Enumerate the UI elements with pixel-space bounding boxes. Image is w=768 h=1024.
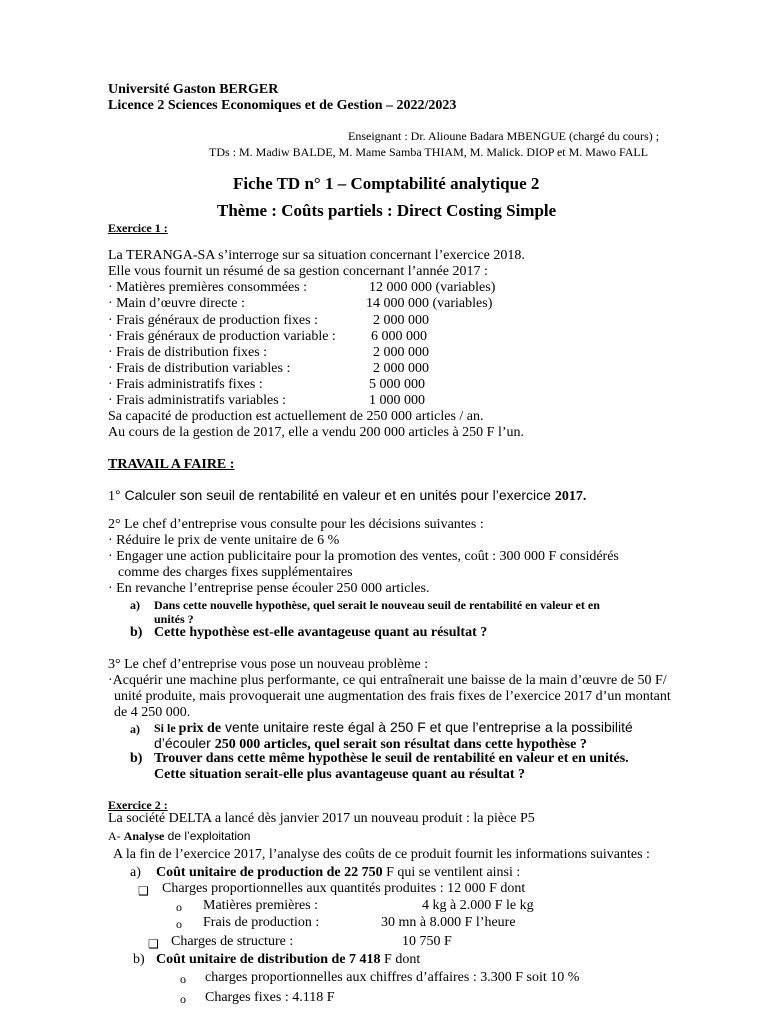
university-name: Université Gaston BERGER xyxy=(108,82,279,97)
ex2-raw-materials-label: Matières premières : xyxy=(203,898,319,913)
circle-bullet-icon: o xyxy=(176,900,182,914)
checkbox-bullet-icon: ❑ xyxy=(148,937,159,951)
ex1-intro-2: Elle vous fournit un résumé de sa gestion concernant l’année 2017 : xyxy=(108,264,488,279)
question-3-intro: 3° Le chef d’entreprise vous pose un nouveau problème : xyxy=(108,657,429,672)
ex2-b-bold: Coût unitaire de distribution de 7 418 xyxy=(156,952,381,967)
cost-item-label: · Frais administratifs variables : xyxy=(108,393,287,408)
exercise-1-heading: Exercice 1 : xyxy=(108,221,168,235)
ex2-production-costs-value: 30 mn à 8.000 F l’heure xyxy=(381,915,516,930)
ex2-production-costs-label: Frais de production : xyxy=(203,915,320,930)
circle-bullet-icon: o xyxy=(180,992,186,1006)
cost-item-label: · Frais de distribution variables : xyxy=(108,361,291,376)
cost-item-label: · Frais généraux de production fixes : xyxy=(108,313,318,328)
question-2a-label: a) xyxy=(130,598,140,612)
cost-item-label: · Frais administratifs fixes : xyxy=(108,377,263,392)
ex2-section-a-bold: Analyse xyxy=(123,829,165,843)
exercise-2-heading: Exercice 2 : xyxy=(108,798,168,812)
question-2-bullet-cont: comme des charges fixes supplémentaires xyxy=(118,565,353,580)
page-title: Fiche TD n° 1 – Comptabilité analytique 2 xyxy=(233,174,540,193)
cost-item-value: 2 000 000 xyxy=(373,361,429,376)
question-3-line: unité produite, mais provoquerait une augmentation des frais fixes de l’exercice 2017 d’un montant xyxy=(114,689,671,704)
question-3b-text-cont: Cette situation serait-elle plus avantageuse quant au résultat ? xyxy=(154,767,525,782)
cost-item-value: 2 000 000 xyxy=(373,345,429,360)
ex2-section-a-rest: de l’exploitation xyxy=(164,829,251,843)
question-3a-label: a) xyxy=(130,722,140,736)
page-theme: Thème : Coûts partiels : Direct Costing Simple xyxy=(217,201,557,220)
cost-item-label: · Frais généraux de production variable : xyxy=(108,329,336,344)
ex2-proportional-charges: Charges proportionnelles aux quantités produites : 12 000 F dont xyxy=(162,881,526,896)
question-2-bullet: · En revanche l’entreprise pense écouler 250 000 articles. xyxy=(108,581,430,596)
question-2-intro: 2° Le chef d’entreprise vous consulte pour les décisions suivantes : xyxy=(108,517,484,532)
question-2-bullet: · Engager une action publicitaire pour la promotion des ventes, coût : 300 000 F considérés xyxy=(108,549,619,564)
question-1-text: ° Calculer son seuil de rentabilité en valeur et en unités pour l’exercice xyxy=(115,487,555,503)
ex2-a-text xyxy=(156,865,520,881)
ex2-a-bold: Coût unitaire de production de 22 750 xyxy=(156,865,383,880)
ex2-structure-charges-label: Charges de structure : xyxy=(171,934,294,949)
ex2-b-text xyxy=(156,952,420,968)
ex2-section-a xyxy=(108,828,250,845)
ex2-b-label: b) xyxy=(133,952,145,967)
ex2-analysis: A la fin de l’exercice 2017, l’analyse des coûts de ce produit fournit les informations suivantes : xyxy=(113,847,650,862)
td-staff-line: TDs : M. Madiw BALDE, M. Mame Samba THIAM, M. Malick. DIOP et M. Mawo FALL xyxy=(209,145,649,159)
question-3a-sans: vente unitaire reste égal à 250 F et que l’entreprise a la possibilité xyxy=(221,719,633,735)
question-3a-pre: Si le xyxy=(154,721,179,735)
question-2a-text: Dans cette nouvelle hypothèse, quel serait le nouveau seuil de rentabilité en valeur et en xyxy=(154,598,600,612)
circle-bullet-icon: o xyxy=(176,917,182,931)
ex2-intro: La société DELTA a lancé dès janvier 2017 un nouveau produit : la pièce P5 xyxy=(108,811,535,826)
ex2-fixed-charges: Charges fixes : 4.118 F xyxy=(205,990,335,1005)
cost-item-value: 14 000 000 (variables) xyxy=(366,296,493,311)
question-3b-text: Trouver dans cette même hypothèse le seuil de rentabilité en valeur et en unités. xyxy=(154,751,629,766)
cost-item-label: · Main d’œuvre directe : xyxy=(108,296,245,311)
question-3b-label: b) xyxy=(130,751,143,766)
ex1-intro-1: La TERANGA-SA s’interroge sur sa situation concernant l’exercice 2018. xyxy=(108,248,525,263)
ex1-sales: Au cours de la gestion de 2017, elle a vendu 200 000 articles à 250 F l’un. xyxy=(108,425,525,440)
question-2a-text-cont: unités ? xyxy=(154,612,194,626)
cost-item-value: 2 000 000 xyxy=(373,313,429,328)
question-2-bullet: · Réduire le prix de vente unitaire de 6 % xyxy=(108,533,340,548)
ex1-capacity: Sa capacité de production est actuellement de 250 000 articles / an. xyxy=(108,409,484,424)
work-heading: TRAVAIL A FAIRE : xyxy=(108,457,235,472)
question-3-line: de 4 250 000. xyxy=(114,705,191,720)
ex2-raw-materials-value: 4 kg à 2.000 F le kg xyxy=(422,898,534,913)
ex2-section-a-prefix: A- xyxy=(108,829,124,843)
question-1 xyxy=(108,487,586,505)
ex2-a-rest: F qui se ventilent ainsi : xyxy=(382,865,521,880)
circle-bullet-icon: o xyxy=(180,972,186,986)
cost-item-label: · Matières premières consommées : xyxy=(108,280,308,295)
program-line: Licence 2 Sciences Economiques et de Gestion – 2022/2023 xyxy=(108,98,457,113)
cost-item-value: 5 000 000 xyxy=(369,377,425,392)
question-3a-bold: prix de xyxy=(178,721,222,736)
ex2-revenue-proportional: charges proportionnelles aux chiffres d’affaires : 3.300 F soit 10 % xyxy=(205,970,580,985)
question-1-number: 1 xyxy=(108,489,115,504)
question-3a-cont-bold: 250 000 articles, quel serait son résultat dans cette hypothèse ? xyxy=(214,737,587,752)
teacher-line: Enseignant : Dr. Alioune Badara MBENGUE (chargé du cours) ; xyxy=(348,129,660,143)
question-2b-text: Cette hypothèse est-elle avantageuse quant au résultat ? xyxy=(154,625,488,640)
question-3-line: ·Acquérir une machine plus performante, ce qui entraînerait une baisse de la main d’œuvre de 50 F/ xyxy=(108,673,667,688)
ex2-b-rest: F dont xyxy=(380,952,421,967)
cost-item-value: 6 000 000 xyxy=(371,329,427,344)
cost-item-value: 1 000 000 xyxy=(369,393,425,408)
question-2b-label: b) xyxy=(130,625,143,640)
question-3a-cont-sans: d’écouler xyxy=(154,735,215,751)
ex2-structure-charges-value: 10 750 F xyxy=(402,934,452,949)
question-1-year: 2017. xyxy=(554,489,587,504)
cost-item-label: · Frais de distribution fixes : xyxy=(108,345,268,360)
checkbox-bullet-icon: ❑ xyxy=(138,884,149,898)
cost-item-value: 12 000 000 (variables) xyxy=(369,280,496,295)
ex2-a-label: a) xyxy=(130,865,141,880)
